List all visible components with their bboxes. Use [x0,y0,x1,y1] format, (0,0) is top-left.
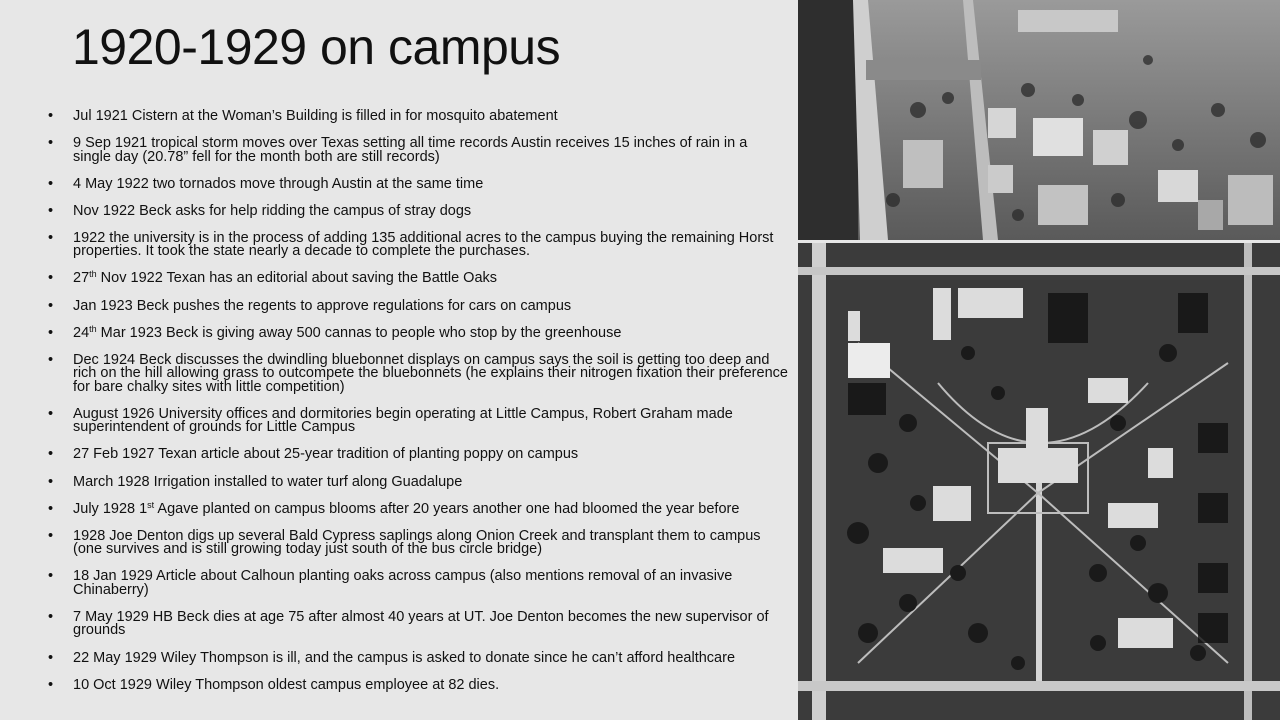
bullet-marker: • [48,135,54,152]
ordinal-suffix: st [147,499,155,510]
bullet-marker: • [48,175,54,192]
aerial-overhead-photo [798,243,1280,720]
bullet-marker: • [48,676,54,693]
bullet-marker: • [48,270,54,287]
event-text: March 1928 Irrigation installed to water turf along Guadalupe [73,473,463,490]
bullet-marker: • [48,473,54,490]
event-text-start: 27 [73,270,90,287]
event-text-start: July 1928 1 [73,500,148,517]
bullet-marker: • [48,324,54,341]
bullet-marker: • [48,202,54,219]
bullet-marker: • [48,500,54,517]
event-item [48,649,788,666]
event-text-start: 24 [73,324,90,341]
slide-title: 1920-1929 on campus [72,19,561,75]
event-item [48,676,788,693]
bullet-marker: • [48,527,54,544]
event-text: 27 Feb 1927 Texan article about 25-year tradition of planting poppy on campus [73,446,579,463]
event-item [48,473,788,490]
event-text-end: Agave planted on campus blooms after 20 years another one had bloomed the year before [154,500,740,517]
event-text: August 1926 University offices and dormitories begin operating at Little Campus, Robert Graham made superintendent of grounds for Little Campus [73,405,733,436]
event-text: 18 Jan 1929 Article about Calhoun planting oaks across campus (also mentions removal of an invasive Chinaberry) [73,568,733,598]
bullet-marker: • [48,229,54,246]
ordinal-suffix: th [89,269,97,280]
event-item [48,110,788,124]
event-item [48,202,788,219]
event-text: 1922 the university is in the process of adding 135 additional acres to the campus buying the remaining Horst properties. It took the state nearly a decade to complete the purchases. [73,229,774,260]
bullet-marker: • [48,649,54,666]
event-item [48,527,788,558]
event-text: 1928 Joe Denton digs up several Bald Cypress saplings along Onion Creek and transplant them to campus (one survives and is still growing today just south of the bus circle bridge) [73,527,761,558]
event-text: Jul 1921 Cistern at the Woman’s Building is filled in for mosquito abatement [73,108,558,124]
bullet-marker: • [48,568,54,585]
bullet-marker: • [48,108,54,124]
event-item [48,297,788,314]
aerial-oblique-photo [798,0,1280,240]
event-text: Dec 1924 Beck discusses the dwindling bluebonnet displays on campus says the soil is getting too deep and rich on the hill allowing grass to outcompete the bluebonnets (he explains their nitrogen fixation their preference for bare chalky sites with little competition) [73,351,788,395]
event-item [48,570,788,597]
event-item [48,608,788,639]
bullet-marker: • [48,405,54,422]
bullet-marker: • [48,351,54,368]
event-list [48,110,788,706]
event-item [48,405,788,436]
event-item [48,269,788,287]
event-item [48,499,788,517]
event-text: 22 May 1929 Wiley Thompson is ill, and the campus is asked to donate since he can’t afford healthcare [73,649,736,666]
event-item [48,229,788,260]
event-text: 10 Oct 1929 Wiley Thompson oldest campus employee at 82 dies. [73,676,500,693]
event-item [48,175,788,192]
event-item [48,351,788,395]
bullet-marker: • [48,297,54,314]
event-text: 7 May 1929 HB Beck dies at age 75 after almost 40 years at UT. Joe Denton becomes the new supervisor of grounds [73,608,769,639]
bullet-marker: • [48,608,54,625]
event-text: Jan 1923 Beck pushes the regents to approve regulations for cars on campus [73,297,572,314]
event-text: Nov 1922 Beck asks for help ridding the campus of stray dogs [73,202,472,219]
ordinal-suffix: th [89,323,97,334]
event-item [48,448,788,462]
event-text: 4 May 1922 two tornados move through Austin at the same time [73,175,484,192]
event-item [48,323,788,341]
event-text-end: Nov 1922 Texan has an editorial about saving the Battle Oaks [96,270,498,287]
bullet-marker: • [48,446,54,463]
event-item [48,137,788,164]
event-text: 9 Sep 1921 tropical storm moves over Texas setting all time records Austin receives 15 inches of rain in a single day (20.78” fell for the month both are still records) [73,135,748,165]
event-text-end: Mar 1923 Beck is giving away 500 cannas to people who stop by the greenhouse [96,324,622,341]
